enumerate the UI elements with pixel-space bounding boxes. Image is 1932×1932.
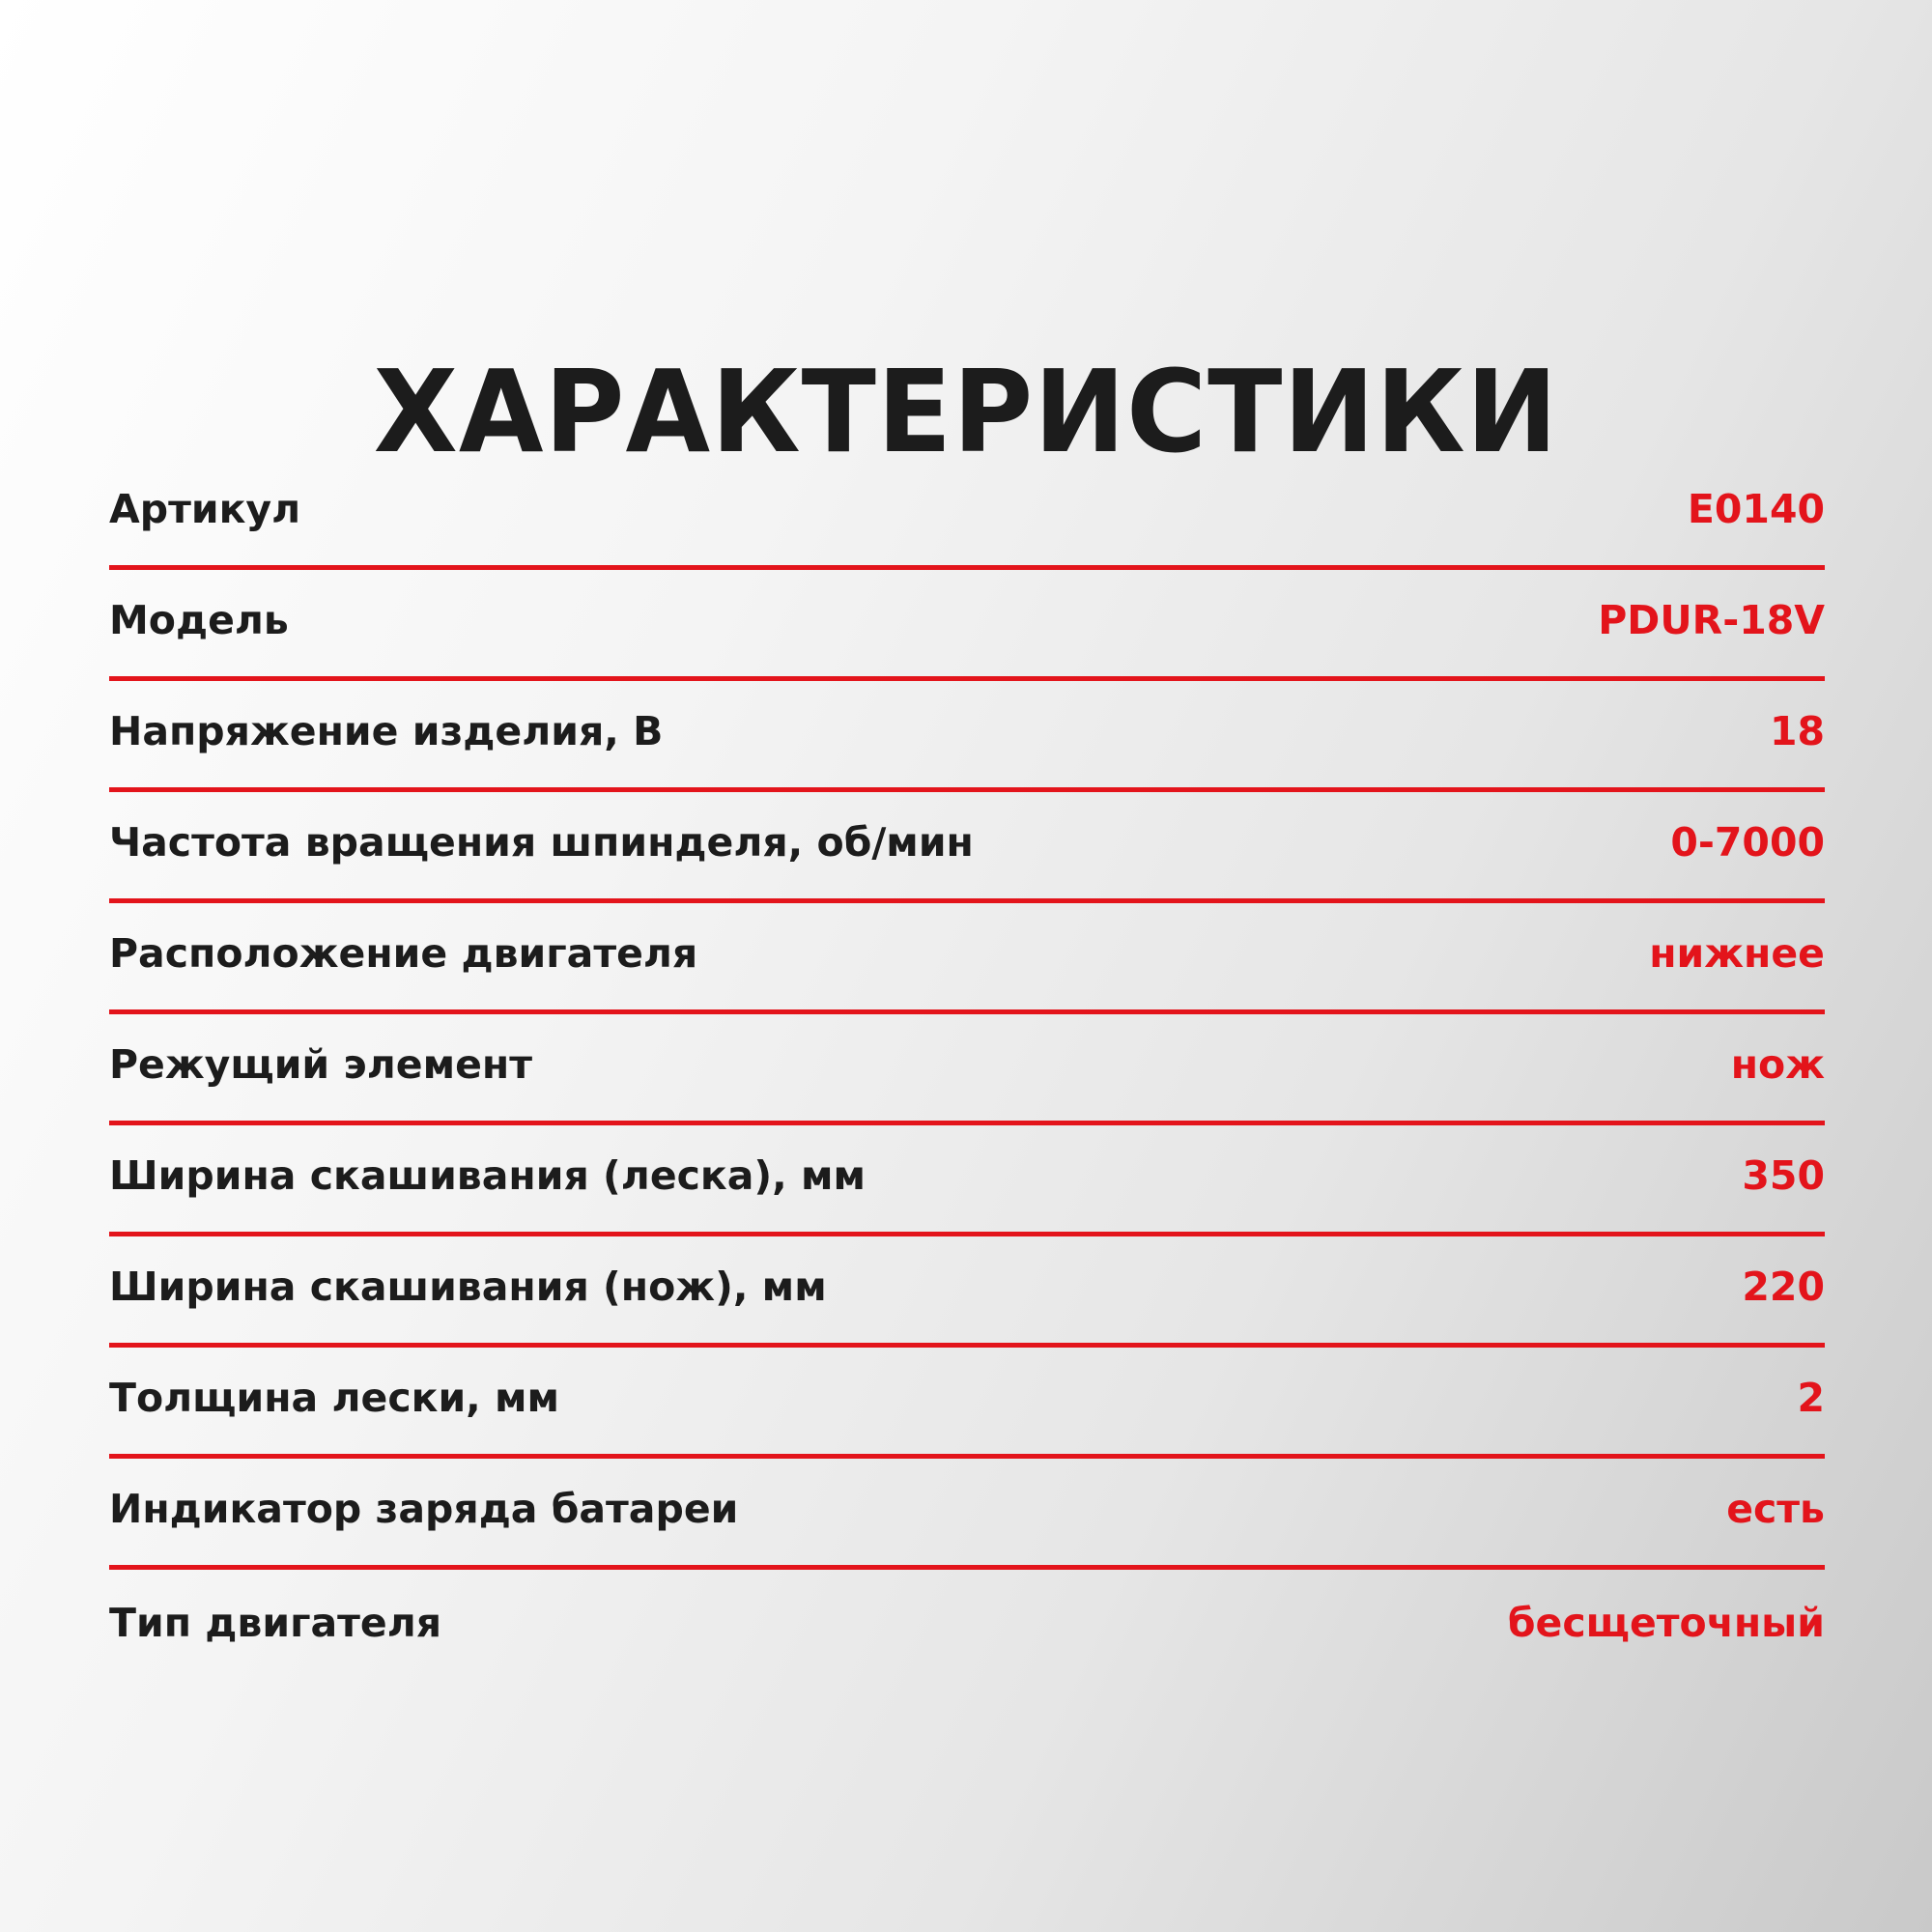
spec-row-voltage [109, 681, 1825, 792]
spec-row-cut-width-line [109, 1125, 1825, 1236]
spec-label: Тип двигателя [109, 1599, 442, 1646]
spec-label: Толщина лески, мм [109, 1375, 560, 1421]
spec-row-cutting-element [109, 1014, 1825, 1125]
spec-value: 18 [1769, 708, 1825, 754]
spec-value: 350 [1742, 1152, 1825, 1199]
spec-value: 2 [1797, 1375, 1825, 1421]
spec-value: E0140 [1687, 486, 1825, 532]
spec-value: нож [1730, 1041, 1825, 1088]
page-title: ХАРАКТЕРИСТИКИ [373, 345, 1559, 479]
spec-value: есть [1726, 1486, 1825, 1532]
spec-row-battery-indicator [109, 1459, 1825, 1570]
spec-row-motor-type [109, 1570, 1825, 1681]
spec-label: Частота вращения шпинделя, об/мин [109, 819, 974, 866]
spec-label: Режущий элемент [109, 1041, 532, 1088]
spec-label: Индикатор заряда батареи [109, 1486, 739, 1532]
spec-label: Напряжение изделия, В [109, 708, 664, 754]
spec-value: PDUR-18V [1598, 597, 1825, 643]
spec-row-model [109, 570, 1825, 681]
spec-row-line-thickness [109, 1348, 1825, 1459]
spec-label: Расположение двигателя [109, 930, 698, 977]
spec-row-motor-position [109, 903, 1825, 1014]
spec-label: Ширина скашивания (леска), мм [109, 1152, 867, 1199]
spec-value: нижнее [1649, 930, 1825, 977]
spec-row-cut-width-blade [109, 1236, 1825, 1348]
spec-value: 0-7000 [1670, 819, 1825, 866]
spec-row-article [109, 459, 1825, 570]
spec-table [109, 459, 1825, 1681]
spec-row-spindle-speed [109, 792, 1825, 903]
spec-value: 220 [1742, 1264, 1825, 1310]
spec-label: Модель [109, 597, 289, 643]
spec-label: Ширина скашивания (нож), мм [109, 1264, 827, 1310]
spec-label: Артикул [109, 486, 301, 532]
spec-value: бесщеточный [1507, 1599, 1825, 1646]
